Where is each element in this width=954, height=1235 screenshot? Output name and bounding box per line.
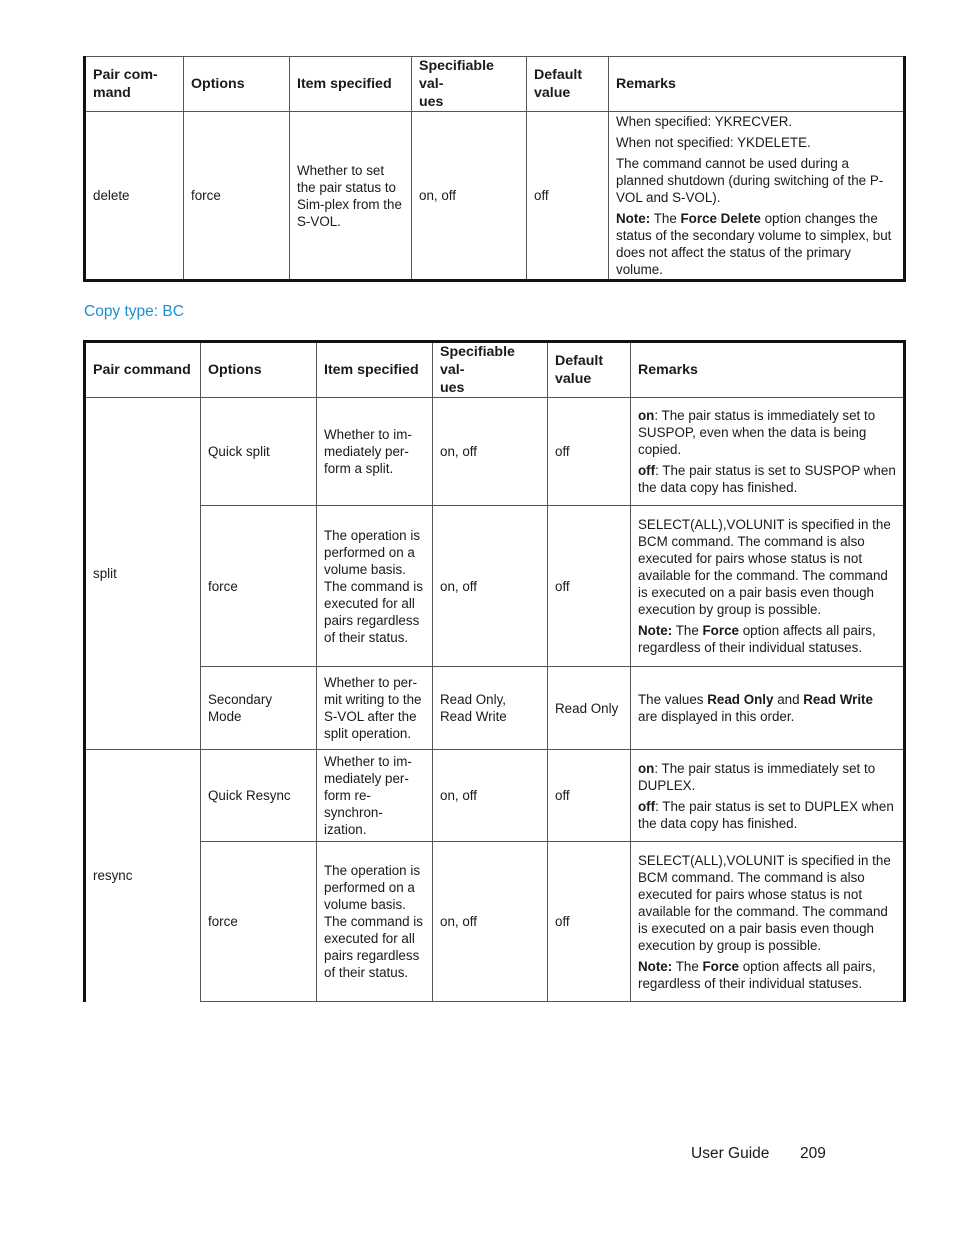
col-header-options: Options	[184, 57, 290, 112]
cell-remarks	[631, 842, 905, 1002]
cell-pair-command-split: split	[85, 398, 201, 750]
footer-guide-label: User Guide	[691, 1145, 770, 1162]
cell-pair-command-resync: resync	[85, 750, 201, 1002]
cell-specifiable-values: on, off	[433, 842, 548, 1002]
cell-item-specified: Whether to im-mediately per-form a split.	[317, 398, 433, 506]
table-row	[85, 842, 905, 1002]
cell-item-specified: Whether to set the pair status to Sim-plex from the S-VOL.	[290, 112, 412, 281]
remark-note: Note: The Force Delete option changes the status of the secondary volume to simplex, but does not affect the status of the primary volume.	[616, 211, 892, 277]
col-header-options: Options	[201, 342, 317, 398]
remark-line: When specified: YKRECVER.	[616, 114, 793, 129]
cell-item-specified: Whether to im-mediately per-form re-synchron-ization.	[317, 750, 433, 842]
pair-command-table-continued	[83, 56, 906, 282]
col-header-item-specified: Item specified	[317, 342, 433, 398]
cell-item-specified: The operation is performed on a volume basis. The command is executed for all pairs regardless of their status.	[317, 506, 433, 667]
cell-default-value: off	[548, 506, 631, 667]
remark-on: on: The pair status is immediately set to SUSPOP, even when the data is being copied.	[638, 408, 876, 457]
cell-pair-command: delete	[85, 112, 184, 281]
col-header-pair-command: Pair command	[85, 342, 201, 398]
remark-note: Note: The Force option affects all pairs, regardless of their individual statuses.	[638, 623, 876, 655]
table-header-row	[85, 342, 905, 398]
remark-off: off: The pair status is set to DUPLEX when the data copy has finished.	[638, 798, 894, 831]
cell-remarks	[609, 112, 905, 281]
cell-default-value: off	[548, 398, 631, 506]
col-header-specifiable-values: Specifiable val- ues	[433, 342, 548, 398]
footer-page-number: 209	[800, 1145, 826, 1162]
cell-remarks	[631, 398, 905, 506]
col-header-remarks: Remarks	[609, 57, 905, 112]
table-row	[85, 667, 905, 750]
col-header-remarks: Remarks	[631, 342, 905, 398]
cell-item-specified: Whether to per-mit writing to the S-VOL after the split operation.	[317, 667, 433, 750]
col-header-specifiable-values: Specifiable val- ues	[412, 57, 527, 112]
remark-line: SELECT(ALL),VOLUNIT is specified in the BCM command. The command is also executed for pairs whose status is not available for the command. The command is executed on a pair basis even though execution by group is possible.	[638, 852, 891, 953]
remark-line: The command cannot be used during a planned shutdown (during switching of the P-VOL and S-VOL).	[616, 156, 884, 205]
col-header-default-value: Default value	[548, 342, 631, 398]
col-header-default-value: Default value	[527, 57, 609, 112]
cell-default-value: off	[548, 842, 631, 1002]
cell-specifiable-values: on, off	[433, 398, 548, 506]
table-row	[85, 506, 905, 667]
cell-option: Quick split	[201, 398, 317, 506]
cell-remarks	[631, 750, 905, 842]
section-heading-copy-type-bc: Copy type: BC	[84, 303, 184, 320]
cell-default-value: off	[548, 750, 631, 842]
cell-default-value: off	[527, 112, 609, 281]
bc-pair-command-table	[83, 340, 906, 1002]
cell-remarks	[631, 667, 905, 750]
cell-specifiable-values: on, off	[433, 506, 548, 667]
cell-specifiable-values: on, off	[433, 750, 548, 842]
table-row	[85, 750, 905, 842]
cell-option: force	[184, 112, 290, 281]
col-header-item-specified: Item specified	[290, 57, 412, 112]
cell-option: force	[201, 506, 317, 667]
remark-line: When not specified: YKDELETE.	[616, 135, 811, 150]
cell-option: Quick Resync	[201, 750, 317, 842]
cell-option: Secondary Mode	[201, 667, 317, 750]
cell-specifiable-values: on, off	[412, 112, 527, 281]
cell-item-specified: The operation is performed on a volume basis. The command is executed for all pairs regardless of their status.	[317, 842, 433, 1002]
cell-default-value: Read Only	[548, 667, 631, 750]
col-header-pair-command: Pair com- mand	[85, 57, 184, 112]
table-row	[85, 398, 905, 506]
cell-option: force	[201, 842, 317, 1002]
table-header-row	[85, 57, 905, 112]
remark-line: The values Read Only and Read Write are displayed in this order.	[638, 692, 873, 724]
remark-note: Note: The Force option affects all pairs, regardless of their individual statuses.	[638, 958, 876, 991]
remark-on: on: The pair status is immediately set to DUPLEX.	[638, 760, 876, 793]
cell-remarks	[631, 506, 905, 667]
cell-specifiable-values: Read Only, Read Write	[433, 667, 548, 750]
table-row	[85, 112, 905, 281]
remark-line: SELECT(ALL),VOLUNIT is specified in the BCM command. The command is also executed for pairs whose status is not available for the command. The command is executed on a pair basis even though execution by group is possible.	[638, 517, 891, 617]
remark-off: off: The pair status is set to SUSPOP when the data copy has finished.	[638, 463, 896, 495]
